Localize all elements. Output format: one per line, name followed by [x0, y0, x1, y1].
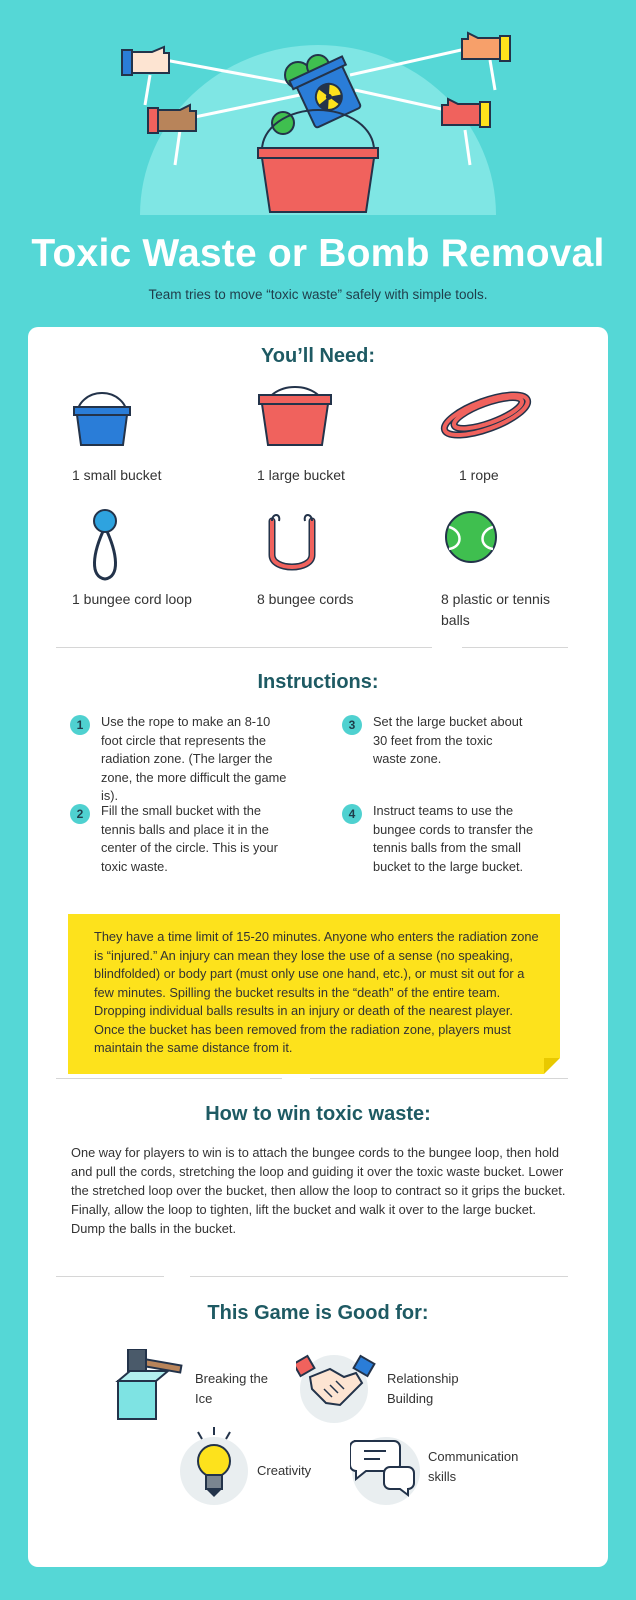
good-for-heading: This Game is Good for:	[207, 1302, 429, 1324]
need-label: 1 large bucket	[257, 467, 345, 483]
rules-note-text: They have a time limit of 15-20 minutes. Anyone who enters the radiation zone is “injured.” An injury can mean they lose the use of a sense (no speaking, blindfolded) or body part (must only use one hand, etc.), or must sit out for a few minutes. Spilling the bucket results in the “death” of the entire team. Dropping individual balls results in an injury or death of the nearest player. Once the bucket has been removed from the radiation zone, players must maintain the same distance from it.	[94, 929, 539, 1055]
divider	[310, 1078, 568, 1079]
instruction-step	[70, 802, 295, 876]
hammer-ice-icon	[114, 1349, 184, 1425]
rules-note	[68, 914, 560, 1074]
tennis-ball-icon	[441, 509, 501, 589]
instruction-step	[342, 802, 557, 876]
need-item	[72, 509, 222, 610]
content-card	[28, 327, 608, 1567]
bungee-cord-icon	[257, 509, 333, 589]
win-heading: How to win toxic waste:	[205, 1103, 431, 1125]
divider	[56, 1078, 282, 1079]
hand-icon	[442, 99, 490, 127]
divider	[190, 1276, 568, 1277]
need-item	[436, 385, 586, 486]
large-bucket-icon	[257, 385, 333, 447]
need-item	[72, 385, 222, 486]
step-text: Fill the small bucket with the tennis balls and place it in the center of the circle. This is your toxic waste.	[101, 803, 278, 874]
step-number: 2	[70, 804, 90, 824]
step-number: 3	[342, 715, 362, 735]
page-subtitle: Team tries to move “toxic waste” safely with simple tools.	[148, 287, 488, 302]
need-item	[257, 509, 407, 610]
need-label: 1 rope	[459, 467, 499, 483]
divider	[56, 1276, 164, 1277]
need-item	[257, 385, 407, 486]
step-text: Set the large bucket about 30 feet from the toxic waste zone.	[373, 714, 523, 766]
divider	[56, 647, 432, 648]
good-for-label: Breaking the Ice	[195, 1371, 268, 1406]
hand-icon	[462, 33, 510, 61]
good-for-label: Communication skills	[428, 1449, 519, 1484]
step-text: Use the rope to make an 8-10 foot circle that represents the radiation zone. (The larger the zone, the more difficult the game is).	[101, 714, 287, 803]
hand-icon	[148, 105, 196, 133]
step-number: 4	[342, 804, 362, 824]
need-label: 8 plastic or tennis balls	[441, 591, 550, 628]
hand-icon	[122, 47, 169, 75]
rope-icon	[436, 385, 536, 447]
need-label: 8 bungee cords	[257, 591, 354, 607]
needs-heading: You’ll Need:	[260, 345, 376, 367]
need-label: 1 small bucket	[72, 467, 162, 483]
divider	[462, 647, 568, 648]
instruction-step	[70, 713, 295, 806]
chat-bubbles-icon	[350, 1427, 420, 1507]
win-text: One way for players to win is to attach the bungee cords to the bungee loop, then hold and pull the cords, stretching the loop and guiding it over the toxic waste bucket. Lower the stretched loop over the bucket, then allow the loop to contract so it grips the bucket. Finally, allow the loop to tighten, lift the bucket and walk it over to the large bucket. Dump the balls in the bucket.	[71, 1145, 566, 1236]
page-title: Toxic Waste or Bomb Removal	[31, 232, 605, 275]
bungee-loop-icon	[72, 509, 132, 589]
hero-illustration	[0, 0, 636, 220]
step-number: 1	[70, 715, 90, 735]
step-text: Instruct teams to use the bungee cords to transfer the tennis balls from the small bucket to the large bucket.	[373, 803, 534, 874]
good-for-item	[114, 1349, 268, 1430]
good-for-label: Relationship Building	[387, 1371, 459, 1406]
instruction-step	[342, 713, 557, 769]
need-item	[441, 509, 591, 631]
instructions-heading: Instructions:	[257, 671, 379, 693]
good-for-label: Creativity	[257, 1463, 312, 1478]
lightbulb-icon	[180, 1427, 250, 1507]
small-bucket-icon	[72, 385, 132, 447]
need-label: 1 bungee cord loop	[72, 591, 192, 607]
handshake-icon	[296, 1349, 376, 1425]
